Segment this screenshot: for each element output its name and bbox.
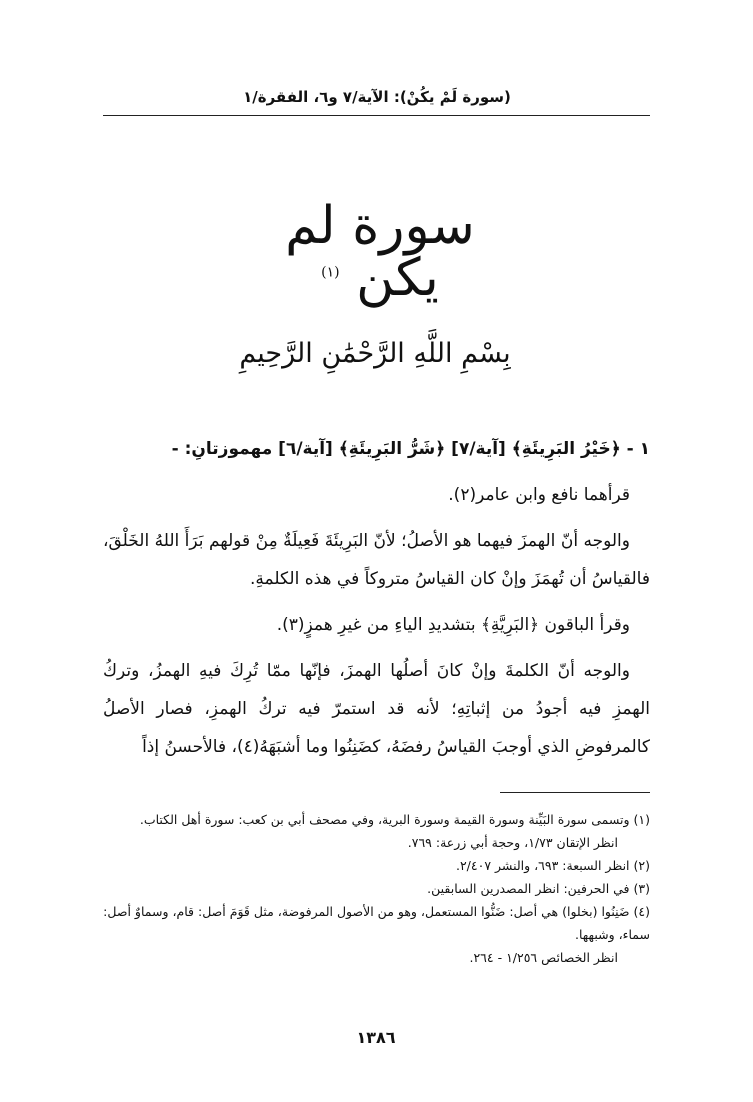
footnote: (١) وتسمى سورة البَيِّنة وسورة القيمة وسورة البرية، وفي مصحف أبي بن كعب: سورة أهل الكتاب.	[139, 812, 650, 827]
footnotes	[103, 808, 650, 969]
entry-heading: ١ - ﴿خَيْرُ البَرِيئَةِ﴾ [آية/٧] ﴿شَرُّ البَرِيئَةِ﴾ [آية/٦] مهموزتانِ: -	[171, 439, 650, 459]
surah-title	[280, 196, 480, 308]
header-rule	[103, 115, 650, 116]
basmala: بِسْمِ اللَّهِ الرَّحْمَٰنِ الرَّحِيمِ	[239, 338, 511, 369]
footnote-rule	[500, 792, 650, 793]
running-header: (سورة لَمْ يكُنْ): الآية/٧ و٦، الفقرة/١	[243, 88, 511, 106]
footnote: (٢) انظر السبعة: ٦٩٣، والنشر ٢/٤٠٧.	[455, 858, 650, 873]
surah-title-text: سورة لم يكن	[285, 196, 475, 308]
surah-title-footnote-ref: (١)	[321, 264, 340, 281]
footnote: (٤) ضَنِنُوا (بخلوا) هي أصل: ضَنُّوا المستعمل، وهو من الأصول المرفوضة، مثل قَوَمَ أصل: قام، وسماوٌ أصل: سماء، وشبهها.	[103, 904, 650, 942]
footnote: (٣) في الحرفين: انظر المصدرين السابقين.	[427, 881, 650, 896]
footnote-continuation: انظر الخصائص ١/٢٥٦ - ٢٦٤.	[469, 950, 618, 965]
page-number: ١٣٨٦	[356, 1028, 396, 1047]
paragraph: والوجه أنّ الهمزَ فيهما هو الأصلُ؛ لأنّ البَرِيئَةَ فَعِيلَةٌ مِنْ قولهم بَرَأَ اللهُ الخَلْقَ، فالقياسُ أن تُهمَزَ وإنْ كان القياسُ متروكاً في هذه الكلمةِ.	[103, 531, 650, 589]
paragraph: والوجه أنّ الكلمةَ وإنْ كانَ أصلُها الهمزَ، فإنّها ممّا تُرِكَ فيهِ الهمزُ، وتركُ الهمزِ فيه أجودُ من إثباتِهِ؛ لأنه قد استمرّ فيه تركُ الهمزِ، فصار الأصلُ كالمرفوضِ الذي أوجبَ القياسُ رفضَهُ، كضَنِنُوا وما أشبَهَهُ(٤)، فالأحسنُ إذاً	[103, 661, 650, 757]
main-text	[103, 430, 650, 774]
paragraph: قرأهما نافع وابن عامر(٢).	[448, 485, 630, 505]
footnote-continuation: انظر الإتقان ١/٧٣، وحجة أبي زرعة: ٧٦٩.	[407, 835, 618, 850]
paragraph: وقرأ الباقون ﴿البَرِيَّةِ﴾ بتشديدِ الياءِ من غيرِ همزٍ(٣).	[276, 615, 630, 635]
